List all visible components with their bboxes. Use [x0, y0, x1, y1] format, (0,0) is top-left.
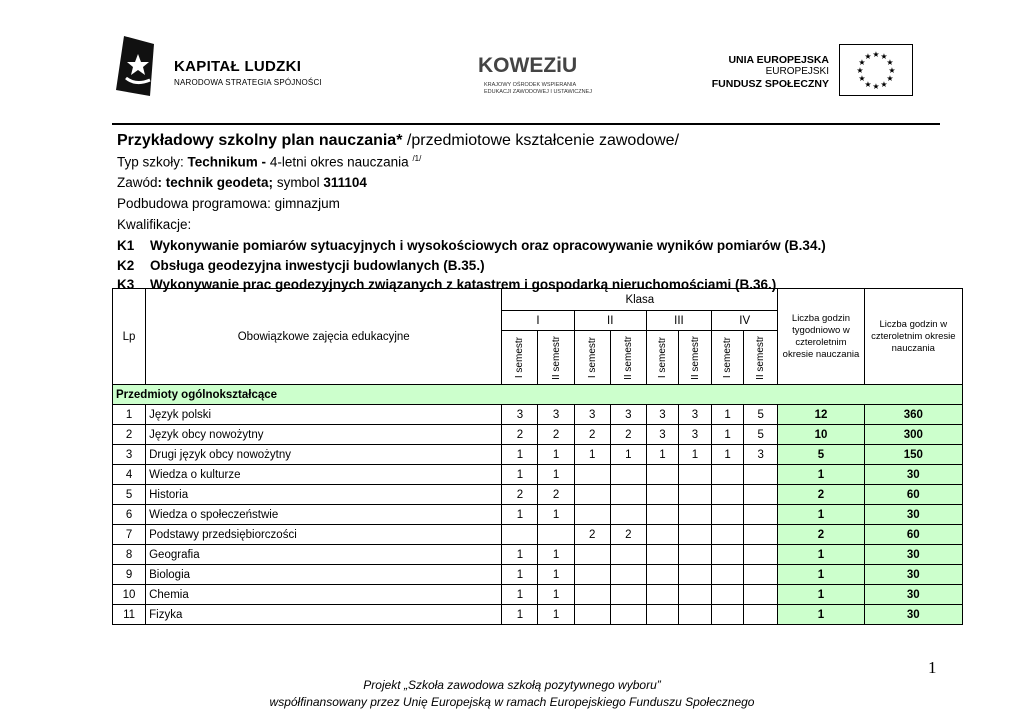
koweziu-title: KOWEZiU [478, 54, 578, 77]
row-semester-hours: 2 [502, 485, 538, 505]
eu-line-2: EUROPEJSKI [765, 66, 829, 77]
row-semester-hours: 2 [610, 525, 646, 545]
row-total-hours: 30 [864, 565, 962, 585]
semester-label: I semestr [586, 336, 598, 379]
semester-label: I semestr [656, 336, 668, 379]
row-lp: 10 [113, 585, 146, 605]
row-semester-hours [646, 565, 678, 585]
row-total-hours: 30 [864, 605, 962, 625]
row-semester-hours [744, 465, 778, 485]
semester-label: II semestr [755, 335, 767, 380]
svg-text:★: ★ [886, 74, 894, 83]
row-semester-hours: 1 [646, 445, 678, 465]
row-semester-hours: 1 [678, 445, 711, 465]
row-semester-hours [744, 585, 778, 605]
row-weekly-hours: 1 [778, 505, 864, 525]
row-semester-hours: 1 [502, 585, 538, 605]
row-semester-hours [744, 545, 778, 565]
row-total-hours: 60 [864, 485, 962, 505]
row-semester-hours: 1 [538, 585, 574, 605]
class-header: II [574, 311, 646, 331]
row-semester-hours [610, 465, 646, 485]
row-weekly-hours: 1 [778, 585, 864, 605]
logo-bar [0, 28, 1024, 108]
semester-label: II semestr [622, 335, 634, 380]
koweziu-subtitle-2: EDUKACJI ZAWODOWEJ I USTAWICZNEJ [484, 89, 592, 95]
row-lp: 3 [113, 445, 146, 465]
table-row [113, 465, 963, 485]
job-line [117, 175, 937, 196]
koweziu-subtitle-1: KRAJOWY OŚRODEK WSPIERANIA [484, 82, 577, 88]
table-row [113, 605, 963, 625]
row-semester-hours [610, 565, 646, 585]
semester-header [646, 331, 678, 385]
row-semester-hours [678, 505, 711, 525]
row-lp: 1 [113, 405, 146, 425]
row-semester-hours [712, 485, 744, 505]
svg-text:★: ★ [872, 82, 880, 91]
row-lp: 4 [113, 465, 146, 485]
svg-text:★: ★ [858, 58, 866, 67]
qualifications-label: Kwalifikacje: [117, 217, 192, 232]
row-weekly-hours: 2 [778, 485, 864, 505]
table-row [113, 545, 963, 565]
kapital-ludzki-logo [112, 34, 342, 100]
page-number: 1 [928, 658, 937, 677]
row-semester-hours [678, 525, 711, 545]
qualification-code: K2 [117, 257, 135, 273]
row-semester-hours: 5 [744, 425, 778, 445]
svg-text:★: ★ [864, 52, 872, 61]
col-weekly-header: Liczba godzin tygodniowo w czteroletnim okresie nauczania [778, 289, 864, 385]
row-subject: Geografia [146, 545, 502, 565]
row-subject: Język polski [146, 405, 502, 425]
row-semester-hours [610, 505, 646, 525]
row-semester-hours: 3 [574, 405, 610, 425]
row-semester-hours: 2 [538, 425, 574, 445]
row-semester-hours: 3 [744, 445, 778, 465]
school-value: Technikum - [187, 154, 267, 170]
row-semester-hours: 3 [646, 425, 678, 445]
row-subject: Wiedza o kulturze [146, 465, 502, 485]
row-semester-hours [712, 605, 744, 625]
semester-label: I semestr [722, 336, 734, 379]
section-header: Przedmioty ogólnokształcące [113, 385, 963, 405]
row-subject: Drugi język obcy nowożytny [146, 445, 502, 465]
row-semester-hours: 1 [502, 545, 538, 565]
row-semester-hours: 1 [502, 465, 538, 485]
job-label: Zawód [117, 175, 158, 190]
qualification-code: K1 [117, 238, 135, 253]
row-semester-hours: 3 [538, 405, 574, 425]
row-semester-hours: 2 [538, 485, 574, 505]
row-semester-hours: 1 [502, 565, 538, 585]
row-semester-hours [678, 545, 711, 565]
row-semester-hours [610, 585, 646, 605]
row-semester-hours [712, 505, 744, 525]
row-semester-hours [574, 465, 610, 485]
row-semester-hours: 2 [574, 425, 610, 445]
school-rest: 4-letni okres nauczania [269, 154, 409, 170]
row-total-hours: 60 [864, 525, 962, 545]
row-subject: Historia [146, 485, 502, 505]
kapital-ludzki-subtitle: NARODOWA STRATEGIA SPÓJNOŚCI [174, 78, 322, 87]
row-semester-hours [610, 545, 646, 565]
semester-label: II semestr [689, 335, 701, 380]
row-lp: 8 [113, 545, 146, 565]
school-label: Typ szkoły: [117, 154, 184, 170]
row-semester-hours [712, 465, 744, 485]
row-semester-hours: 1 [538, 605, 574, 625]
svg-text:★: ★ [888, 66, 896, 75]
row-semester-hours [646, 585, 678, 605]
col-total-header: Liczba godzin w czteroletnim okresie nauczania [864, 289, 962, 385]
job-symbol-label: symbol [276, 175, 320, 190]
row-semester-hours [678, 585, 711, 605]
row-semester-hours: 1 [712, 425, 744, 445]
row-semester-hours [678, 485, 711, 505]
school-type-line [117, 154, 937, 175]
svg-text:★: ★ [880, 80, 888, 89]
row-semester-hours [574, 505, 610, 525]
row-total-hours: 360 [864, 405, 962, 425]
row-semester-hours: 1 [502, 445, 538, 465]
eu-flag-icon [839, 44, 913, 96]
semester-header [574, 331, 610, 385]
svg-text:★: ★ [880, 52, 888, 61]
row-semester-hours [678, 465, 711, 485]
semester-label: I semestr [514, 336, 526, 379]
title-rest: /przedmiotowe kształcenie zawodowe/ [406, 132, 680, 149]
row-weekly-hours: 1 [778, 465, 864, 485]
eu-line-3: FUNDUSZ SPOŁECZNY [711, 78, 829, 90]
row-weekly-hours: 2 [778, 525, 864, 545]
base-line: Podbudowa programowa: gimnazjum [117, 196, 340, 211]
school-footnote: /1/ [412, 154, 422, 163]
row-semester-hours [678, 565, 711, 585]
qualification-code: K3 [117, 277, 135, 292]
row-lp: 7 [113, 525, 146, 545]
row-semester-hours [646, 605, 678, 625]
semester-header [610, 331, 646, 385]
row-semester-hours: 3 [502, 405, 538, 425]
row-semester-hours: 2 [610, 425, 646, 445]
row-weekly-hours: 1 [778, 565, 864, 585]
row-semester-hours: 1 [538, 545, 574, 565]
row-weekly-hours: 5 [778, 445, 864, 465]
row-subject: Wiedza o społeczeństwie [146, 505, 502, 525]
table-row [113, 505, 963, 525]
row-semester-hours [744, 565, 778, 585]
row-semester-hours [646, 505, 678, 525]
job-symbol: 311104 [323, 175, 367, 190]
row-weekly-hours: 1 [778, 605, 864, 625]
qualification-text: Wykonywanie prac geodezyjnych związanych z katastrem i gospodarką nieruchomościami (B.36.) [150, 277, 777, 292]
row-semester-hours [574, 485, 610, 505]
eu-logo [711, 42, 915, 102]
row-semester-hours: 3 [678, 425, 711, 445]
row-total-hours: 150 [864, 445, 962, 465]
svg-text:★: ★ [886, 58, 894, 67]
row-subject: Chemia [146, 585, 502, 605]
svg-text:★: ★ [872, 50, 880, 59]
semester-label: II semestr [550, 335, 562, 380]
semester-header [712, 331, 744, 385]
row-semester-hours: 1 [538, 505, 574, 525]
title-bold: Przykładowy szkolny plan nauczania* [117, 132, 403, 149]
row-subject: Biologia [146, 565, 502, 585]
row-semester-hours: 1 [502, 505, 538, 525]
row-semester-hours: 3 [646, 405, 678, 425]
row-subject: Fizyka [146, 605, 502, 625]
row-semester-hours: 1 [538, 565, 574, 585]
row-semester-hours [574, 545, 610, 565]
row-semester-hours [744, 605, 778, 625]
row-semester-hours [712, 585, 744, 605]
qualification-text: Obsługa geodezyjna inwestycji budowlanych (B.35.) [150, 257, 485, 273]
class-header: III [646, 311, 711, 331]
table-row [113, 405, 963, 425]
semester-header [502, 331, 538, 385]
row-semester-hours [646, 485, 678, 505]
row-semester-hours [502, 525, 538, 545]
footer-line-2: współfinansowany przez Unię Europejską w ramach Europejskiego Funduszu Społecznego [269, 695, 755, 709]
row-semester-hours: 3 [678, 405, 711, 425]
row-weekly-hours: 12 [778, 405, 864, 425]
document-header [117, 132, 937, 297]
row-lp: 11 [113, 605, 146, 625]
job-value: : technik geodeta; [157, 175, 274, 190]
svg-text:★: ★ [858, 74, 866, 83]
curriculum-table [112, 288, 963, 625]
koweziu-logo [470, 40, 610, 110]
row-semester-hours [610, 605, 646, 625]
qualification-item [117, 258, 937, 278]
row-semester-hours: 1 [610, 445, 646, 465]
semester-header [678, 331, 711, 385]
row-semester-hours [574, 605, 610, 625]
row-semester-hours: 1 [538, 465, 574, 485]
row-lp: 5 [113, 485, 146, 505]
row-semester-hours [678, 605, 711, 625]
table-row [113, 445, 963, 465]
kapital-ludzki-title: KAPITAŁ LUDZKI [174, 58, 302, 75]
row-semester-hours: 1 [538, 445, 574, 465]
kapital-ludzki-emblem-icon [112, 34, 162, 100]
row-semester-hours [744, 505, 778, 525]
eu-line-1: UNIA EUROPEJSKA [728, 54, 829, 66]
col-subject-header: Obowiązkowe zajęcia edukacyjne [146, 289, 502, 385]
row-semester-hours: 1 [712, 445, 744, 465]
row-semester-hours [610, 485, 646, 505]
row-semester-hours [538, 525, 574, 545]
semester-header [538, 331, 574, 385]
footer-line-1: Projekt „Szkoła zawodowa szkołą pozytywnego wyboru” [363, 678, 661, 692]
row-semester-hours [712, 545, 744, 565]
row-total-hours: 30 [864, 585, 962, 605]
row-semester-hours: 2 [574, 525, 610, 545]
document-title [117, 132, 937, 154]
row-semester-hours: 1 [574, 445, 610, 465]
row-total-hours: 30 [864, 545, 962, 565]
col-lp-header: Lp [113, 289, 146, 385]
table-row [113, 485, 963, 505]
row-semester-hours: 1 [502, 605, 538, 625]
row-semester-hours [744, 485, 778, 505]
row-semester-hours: 3 [610, 405, 646, 425]
row-weekly-hours: 1 [778, 545, 864, 565]
row-semester-hours: 5 [744, 405, 778, 425]
row-semester-hours: 1 [712, 405, 744, 425]
row-subject: Podstawy przedsiębiorczości [146, 525, 502, 545]
qualification-text: Wykonywanie pomiarów sytuacyjnych i wysokościowych oraz opracowywanie wyników pomiarów (B.34.) [150, 238, 826, 253]
row-subject: Język obcy nowożytny [146, 425, 502, 445]
row-weekly-hours: 10 [778, 425, 864, 445]
svg-text:★: ★ [856, 66, 864, 75]
table-row [113, 565, 963, 585]
row-semester-hours [574, 585, 610, 605]
header-rule [112, 123, 940, 125]
table-row [113, 525, 963, 545]
class-header: IV [712, 311, 778, 331]
row-semester-hours [646, 525, 678, 545]
row-lp: 2 [113, 425, 146, 445]
row-semester-hours [646, 545, 678, 565]
class-header: I [502, 311, 574, 331]
row-semester-hours [574, 565, 610, 585]
row-lp: 9 [113, 565, 146, 585]
row-semester-hours: 2 [502, 425, 538, 445]
row-semester-hours [744, 525, 778, 545]
svg-text:★: ★ [864, 80, 872, 89]
row-total-hours: 300 [864, 425, 962, 445]
table-row [113, 425, 963, 445]
table-row [113, 585, 963, 605]
row-semester-hours [712, 525, 744, 545]
row-semester-hours [646, 465, 678, 485]
semester-header [744, 331, 778, 385]
col-class-header: Klasa [502, 289, 778, 311]
row-total-hours: 30 [864, 465, 962, 485]
qualification-item [117, 238, 937, 258]
row-semester-hours [712, 565, 744, 585]
row-total-hours: 30 [864, 505, 962, 525]
row-lp: 6 [113, 505, 146, 525]
